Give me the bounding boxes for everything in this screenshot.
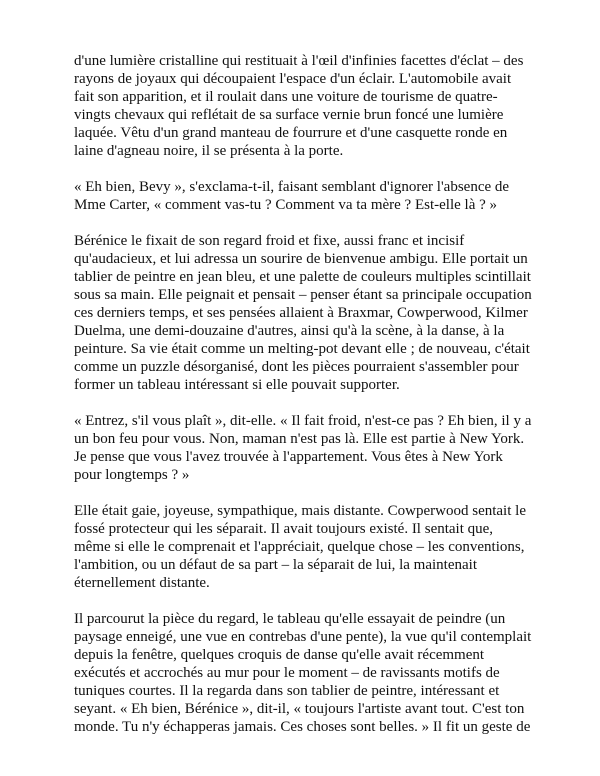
- text-line: fait son apparition, et il roulait dans une voiture de tourisme de quatre-: [74, 89, 498, 105]
- text-line: laine d'agneau noire, il se présenta à la porte.: [74, 143, 344, 159]
- text-line: Elle était gaie, joyeuse, sympathique, mais distante. Cowperwood sentait le: [74, 503, 526, 519]
- text-line: Duelma, une demi-douzaine d'autres, ainsi qu'à la scène, à la danse, à la: [74, 323, 505, 339]
- text-line: un bon feu pour vous. Non, maman n'est pas là. Elle est partie à New York.: [74, 431, 525, 447]
- text-line: fossé protecteur qui les séparait. Il avait toujours existé. Il sentait que,: [74, 521, 494, 537]
- text-line: former un tableau intéressant si elle pouvait supporter.: [74, 377, 400, 393]
- text-line: pour longtemps ? »: [74, 467, 190, 483]
- text-line: Il parcourut la pièce du regard, le tableau qu'elle essayait de peindre (un: [74, 611, 506, 627]
- text-line: depuis la fenêtre, quelques croquis de danse qu'elle avait récemment: [74, 647, 485, 663]
- text-line: tablier de peintre en jean bleu, et une palette de couleurs multiples scintillait: [74, 269, 531, 285]
- paragraph-4: [74, 412, 532, 484]
- body-text: [74, 52, 532, 754]
- text-line: comme un puzzle désorganisé, dont les pièces pourraient s'assembler pour: [74, 359, 519, 375]
- text-line: rayons de joyaux qui découpaient l'espace d'un éclair. L'automobile avait: [74, 71, 512, 87]
- text-line: « Eh bien, Bevy », s'exclama-t-il, faisant semblant d'ignorer l'absence de: [74, 179, 510, 195]
- paragraph-2: [74, 178, 532, 214]
- text-line: sous sa main. Elle peignait et pensait – penser étant sa principale occupation: [74, 287, 532, 303]
- paragraph-5: [74, 502, 532, 592]
- text-line: vingts chevaux qui reflétait de sa surface vernie brun foncé une lumière: [74, 107, 504, 123]
- text-line: éternellement distante.: [74, 575, 210, 591]
- text-line: monde. Tu n'y échapperas jamais. Ces choses sont belles. » Il fit un geste de: [74, 719, 531, 735]
- paragraph-3: [74, 232, 532, 394]
- text-line: exécutés et accrochés au mur pour le moment – de ravissants motifs de: [74, 665, 500, 681]
- text-line: l'ambition, ou un défaut de sa part – la séparait de lui, la maintenait: [74, 557, 477, 573]
- text-line: Bérénice le fixait de son regard froid et fixe, aussi franc et incisif: [74, 233, 465, 249]
- text-line: qu'audacieux, et lui adressa un sourire de bienvenue ambigu. Elle portait un: [74, 251, 528, 267]
- text-line: même si elle le comprenait et l'appréciait, quelque chose – les conventions,: [74, 539, 525, 555]
- text-line: d'une lumière cristalline qui restituait à l'œil d'infinies facettes d'éclat – des: [74, 53, 524, 69]
- text-line: tuniques courtes. Il la regarda dans son tablier de peintre, intéressant et: [74, 683, 500, 699]
- text-line: Je pense que vous l'avez trouvée à l'appartement. Vous êtes à New York: [74, 449, 503, 465]
- text-line: laquée. Vêtu d'un grand manteau de fourrure et d'une casquette ronde en: [74, 125, 508, 141]
- text-line: ces derniers temps, et ses pensées allaient à Braxmar, Cowperwood, Kilmer: [74, 305, 528, 321]
- text-line: peinture. Sa vie était comme un melting-pot devant elle ; de nouveau, c'était: [74, 341, 530, 357]
- text-line: Mme Carter, « comment vas-tu ? Comment va ta mère ? Est-elle là ? »: [74, 197, 498, 213]
- paragraph-1: [74, 52, 532, 160]
- paragraph-6: [74, 610, 532, 736]
- text-line: seyant. « Eh bien, Bérénice », dit-il, « toujours l'artiste avant tout. C'est ton: [74, 701, 525, 717]
- text-line: paysage enneigé, une vue en contrebas d'une pente), la vue qu'il contemplait: [74, 629, 532, 645]
- text-line: « Entrez, s'il vous plaît », dit-elle. « Il fait froid, n'est-ce pas ? Eh bien, il y a: [74, 413, 532, 429]
